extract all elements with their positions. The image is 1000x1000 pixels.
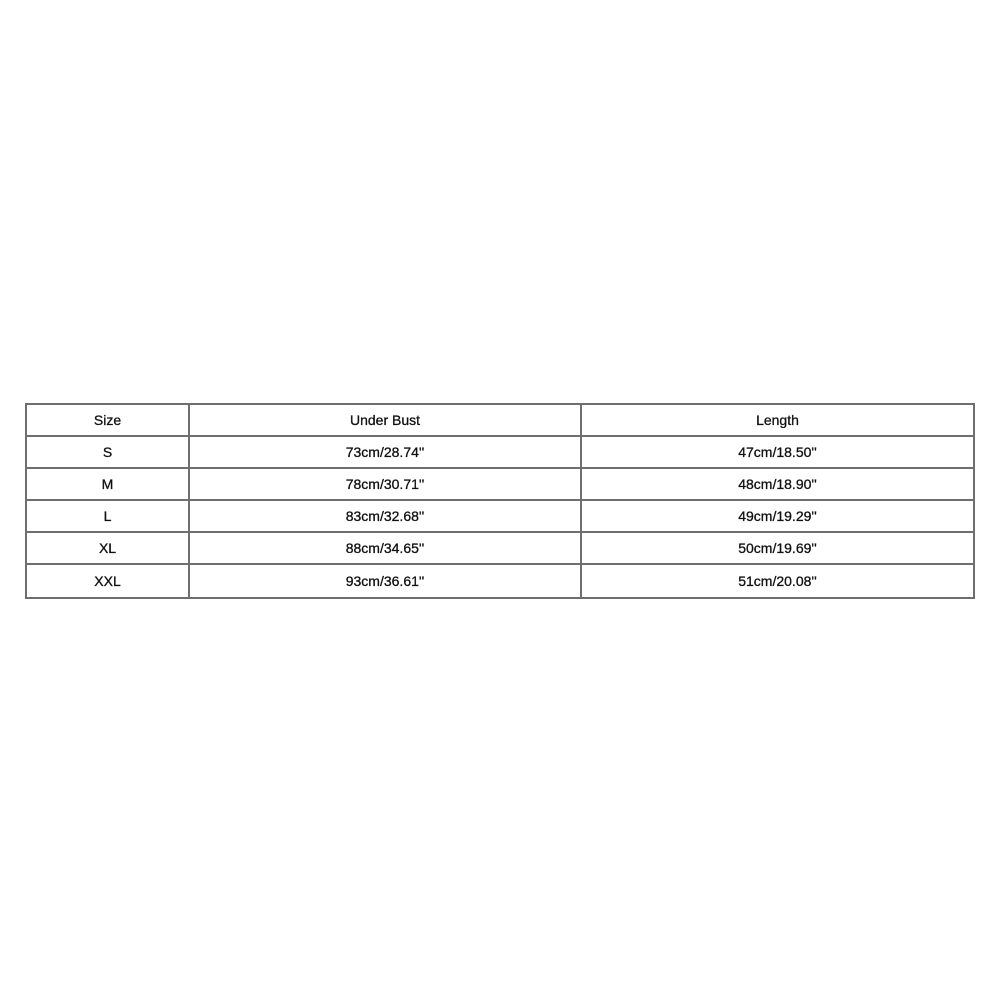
cell-size: L [27, 501, 190, 533]
header-under-bust: Under Bust [190, 405, 582, 437]
header-size: Size [27, 405, 190, 437]
cell-size: M [27, 469, 190, 501]
cell-length: 50cm/19.69'' [582, 533, 973, 565]
size-chart-table [25, 403, 975, 599]
cell-size: XXL [27, 565, 190, 597]
cell-under-bust: 78cm/30.71'' [190, 469, 582, 501]
cell-under-bust: 73cm/28.74'' [190, 437, 582, 469]
cell-under-bust: 93cm/36.61'' [190, 565, 582, 597]
header-length: Length [582, 405, 973, 437]
cell-length: 49cm/19.29'' [582, 501, 973, 533]
table-row [27, 533, 973, 565]
table-row [27, 437, 973, 469]
cell-under-bust: 83cm/32.68'' [190, 501, 582, 533]
table-row [27, 469, 973, 501]
cell-size: XL [27, 533, 190, 565]
header-row [27, 405, 973, 437]
table-row [27, 565, 973, 597]
cell-under-bust: 88cm/34.65'' [190, 533, 582, 565]
cell-size: S [27, 437, 190, 469]
cell-length: 47cm/18.50'' [582, 437, 973, 469]
table-row [27, 501, 973, 533]
cell-length: 48cm/18.90'' [582, 469, 973, 501]
table-body [27, 437, 973, 597]
table-header [27, 405, 973, 437]
cell-length: 51cm/20.08'' [738, 573, 817, 589]
